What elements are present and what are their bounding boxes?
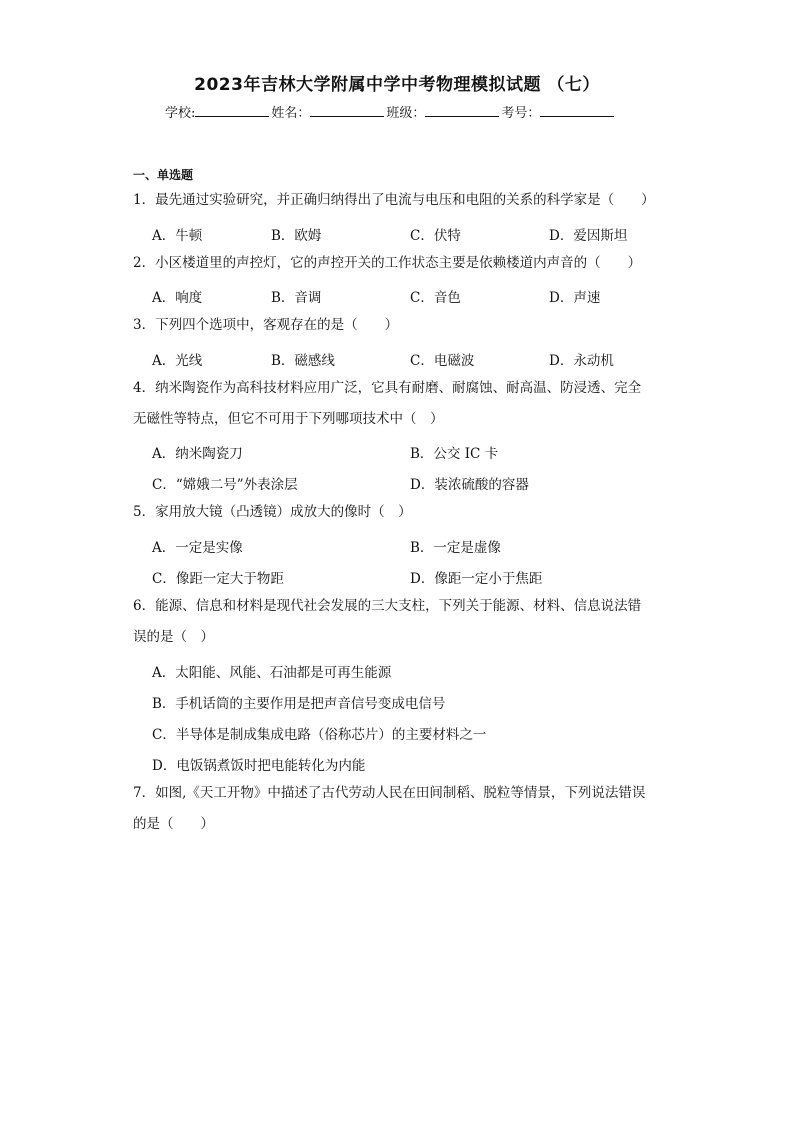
name-label: 姓名： <box>271 106 311 121</box>
question-6-line-1: 6．能源、信息和材料是现代社会发展的三大支柱，下列关于能源、材料、信息说法错 <box>133 598 642 614</box>
question-4-line-2: 无磁性等特点，但它不可用于下列哪项技术中（ ） <box>133 411 444 427</box>
student-info-row <box>165 102 645 121</box>
q6-option-c: C．半导体是制成集成电路（俗称芯片）的主要材料之一 <box>152 727 487 743</box>
q6-option-a: A．太阳能、风能、石油都是可再生能源 <box>152 665 392 681</box>
question-2: 2．小区楼道里的声控灯，它的声控开关的工作状态主要是依赖楼道内声音的（ ） <box>133 255 642 271</box>
q1-option-a: A．牛顿 <box>152 228 203 244</box>
q1-option-c: C．伏特 <box>410 228 461 244</box>
q4-option-b: B．公交 IC 卡 <box>410 446 499 462</box>
class-blank <box>425 104 499 117</box>
q3-option-b: B．磁感线 <box>271 353 335 369</box>
q1-option-b: B．欧姆 <box>271 228 322 244</box>
q3-option-c: C．电磁波 <box>410 353 475 369</box>
page-title: 2023年吉林大学附属中学中考物理模拟试题 （七） <box>194 75 600 95</box>
question-6-line-2: 误的是（ ） <box>133 629 214 645</box>
q5-option-d: D．像距一定小于焦距 <box>410 571 543 587</box>
q2-option-b: B．音调 <box>271 290 322 306</box>
q5-option-b: B．一定是虚像 <box>410 540 501 556</box>
q4-option-a: A．纳米陶瓷刀 <box>152 446 243 462</box>
section-heading: 一、单选题 <box>133 168 194 182</box>
q5-option-c: C．像距一定大于物距 <box>152 571 284 587</box>
question-1: 1．最先通过实验研究，并正确归纳得出了电流与电压和电阻的关系的科学家是（ ） <box>133 192 655 208</box>
q2-option-c: C．音色 <box>410 290 461 306</box>
q1-option-d: D．爱因斯坦 <box>549 228 628 244</box>
q6-option-d: D．电饭锅煮饭时把电能转化为内能 <box>152 758 366 774</box>
name-blank <box>310 104 384 117</box>
q5-option-a: A．一定是实像 <box>152 540 243 556</box>
class-label: 班级： <box>386 106 426 121</box>
exam-no-blank <box>540 104 614 117</box>
question-5: 5．家用放大镜（凸透镜）成放大的像时（ ） <box>133 504 412 520</box>
q4-option-d: D．装浓硫酸的容器 <box>410 477 529 493</box>
question-7-line-2: 的是（ ） <box>133 816 214 832</box>
school-label: 学校: <box>165 106 196 121</box>
question-3: 3．下列四个选项中，客观存在的是（ ） <box>133 317 399 333</box>
q3-option-a: A．光线 <box>152 353 203 369</box>
q3-option-d: D．永动机 <box>549 353 614 369</box>
q2-option-a: A．响度 <box>152 290 203 306</box>
q4-option-c: C．“嫦娥二号”外表涂层 <box>152 477 298 493</box>
school-blank <box>195 104 269 117</box>
q2-option-d: D．声速 <box>549 290 601 306</box>
question-7-line-1: 7．如图,《天工开物》中描述了古代劳动人民在田间制稻、脱粒等情景，下列说法错误 <box>133 785 646 801</box>
q6-option-b: B．手机话筒的主要作用是把声音信号变成电信号 <box>152 696 446 712</box>
question-4-line-1: 4．纳米陶瓷作为高科技材料应用广泛，它具有耐磨、耐腐蚀、耐高温、防浸透、完全 <box>133 380 642 396</box>
exam-no-label: 考号： <box>501 106 541 121</box>
